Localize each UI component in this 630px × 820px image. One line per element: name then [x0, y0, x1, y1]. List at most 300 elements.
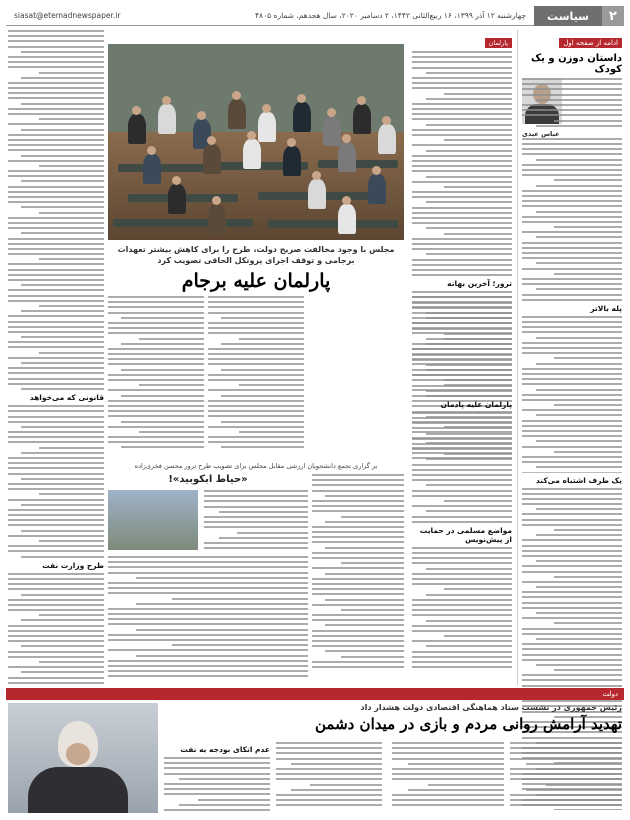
text-line	[426, 458, 512, 460]
text-line	[21, 77, 104, 79]
article-title: داستان دوزن و یک کودک	[530, 53, 622, 75]
subheading: قانونی که می‌خواهد	[29, 393, 104, 403]
text-line	[8, 92, 104, 94]
text-line	[21, 530, 104, 532]
text-line	[39, 447, 104, 449]
text-line	[121, 421, 204, 423]
text-line	[21, 180, 104, 182]
text-line	[8, 431, 104, 433]
text-line	[312, 614, 404, 616]
text-line	[208, 441, 304, 443]
text-line	[426, 317, 512, 319]
text-line	[108, 587, 308, 589]
text-line	[8, 82, 104, 84]
text-line	[412, 573, 512, 575]
text-line	[8, 599, 104, 601]
text-line	[108, 312, 204, 314]
text-line	[522, 503, 622, 505]
text-line	[536, 288, 622, 290]
text-line	[412, 389, 512, 391]
text-line	[221, 421, 304, 423]
text-line	[39, 258, 104, 260]
text-line	[554, 622, 622, 624]
text-line	[426, 201, 512, 203]
text-line	[136, 577, 308, 579]
text-line	[204, 506, 308, 508]
text-line	[510, 773, 622, 775]
person	[143, 154, 161, 184]
text-line	[412, 422, 512, 424]
text-line	[204, 500, 308, 502]
text-line	[108, 415, 204, 417]
text-line	[526, 763, 622, 765]
text-line	[312, 552, 404, 554]
text-line	[8, 545, 104, 547]
person	[283, 146, 301, 176]
text-line	[239, 431, 304, 433]
text-line	[412, 609, 512, 611]
head	[312, 171, 321, 180]
text-line	[8, 61, 104, 63]
text-line	[426, 176, 512, 178]
text-line	[164, 762, 270, 764]
text-line	[536, 159, 622, 161]
text-line	[39, 493, 104, 495]
text-line	[8, 315, 104, 317]
text-line	[39, 118, 104, 120]
text-line	[8, 535, 104, 537]
text-line	[412, 103, 512, 105]
person	[158, 104, 176, 134]
head	[342, 196, 351, 205]
text-line	[522, 659, 622, 661]
text-line	[8, 289, 104, 291]
text-line	[8, 609, 104, 611]
text-line	[412, 516, 512, 518]
text-line	[8, 139, 104, 141]
head	[372, 166, 381, 175]
section-label: سیاست	[534, 6, 602, 26]
text-line	[221, 317, 304, 319]
text-line	[108, 389, 204, 391]
text-line	[8, 263, 104, 265]
text-line	[312, 645, 404, 647]
text-line	[108, 327, 204, 329]
text-line	[522, 104, 622, 106]
text-line	[312, 666, 404, 668]
text-line	[444, 588, 512, 590]
text-line	[325, 599, 404, 601]
text-line	[412, 269, 512, 271]
text-line	[108, 358, 204, 360]
text-line	[21, 362, 104, 364]
text-line	[522, 283, 622, 285]
text-line	[136, 655, 308, 657]
text-line	[108, 410, 204, 412]
text-line	[412, 614, 512, 616]
main-headline-block	[108, 244, 404, 292]
bottom-headline-block	[162, 703, 622, 733]
text-line	[108, 322, 204, 324]
text-line	[21, 426, 104, 428]
text-line	[554, 529, 622, 531]
text-line	[412, 583, 512, 585]
text-line	[522, 294, 622, 296]
text-line	[522, 539, 622, 541]
text-line	[239, 338, 304, 340]
text-line	[8, 326, 104, 328]
head	[162, 96, 171, 105]
text-line	[8, 144, 104, 146]
text-line	[312, 526, 404, 528]
text-line	[8, 222, 104, 224]
text-line	[536, 185, 622, 187]
site-email[interactable]: siasat@etemadnewspaper.ir	[14, 11, 121, 20]
text-line	[208, 296, 304, 298]
text-line	[412, 217, 512, 219]
desk	[113, 219, 253, 227]
text-line	[312, 619, 404, 621]
text-line	[8, 149, 104, 151]
text-line	[510, 799, 622, 801]
text-line	[412, 207, 512, 209]
text-line	[554, 120, 622, 122]
text-line	[8, 35, 104, 37]
text-line	[204, 521, 308, 523]
person	[128, 114, 146, 144]
text-line	[8, 97, 104, 99]
text-line	[510, 752, 622, 754]
text-line	[179, 804, 270, 806]
text-line	[108, 665, 308, 667]
text-line	[8, 651, 104, 653]
continued-label: ادامه از صفحه اول	[559, 38, 622, 48]
text-line	[8, 253, 104, 255]
person	[258, 112, 276, 142]
text-line	[341, 562, 404, 564]
text-line	[522, 169, 622, 171]
text-line	[426, 395, 512, 397]
text-line	[310, 784, 382, 786]
text-line	[8, 279, 104, 281]
person	[338, 204, 356, 234]
text-line	[412, 562, 512, 564]
text-line	[522, 195, 622, 197]
text-line	[21, 478, 104, 480]
text-line	[536, 363, 622, 365]
text-line	[208, 426, 304, 428]
person	[353, 104, 371, 134]
text-line	[204, 542, 308, 544]
section-band	[6, 688, 624, 700]
text-line	[8, 524, 104, 526]
text-line	[8, 604, 104, 606]
text-line	[536, 99, 622, 101]
text-line	[8, 30, 104, 32]
text-line	[39, 212, 104, 214]
text-line	[522, 383, 622, 385]
text-line	[426, 227, 512, 229]
person	[168, 184, 186, 214]
text-line	[21, 336, 104, 338]
text-line	[108, 613, 308, 615]
text-line	[522, 88, 622, 90]
text-line	[108, 660, 308, 662]
text-line	[8, 357, 104, 359]
text-line	[522, 109, 622, 111]
text-line	[8, 108, 104, 110]
text-line	[412, 196, 512, 198]
text-line	[221, 446, 304, 448]
text-line	[108, 363, 204, 365]
text-line	[522, 737, 622, 739]
head	[382, 116, 391, 125]
text-line	[536, 586, 622, 588]
text-line	[412, 358, 512, 360]
feature-box	[108, 474, 308, 684]
text-line	[8, 656, 104, 658]
text-line	[341, 516, 404, 518]
text-line	[8, 201, 104, 203]
text-line	[8, 123, 104, 125]
text-line	[21, 645, 104, 647]
text-line	[412, 87, 512, 89]
text-line	[522, 555, 622, 557]
text-line	[412, 443, 512, 445]
text-line	[522, 94, 622, 96]
head	[327, 108, 336, 117]
text-line	[312, 484, 404, 486]
text-line	[522, 331, 622, 333]
text-line	[412, 51, 512, 53]
body-col-3	[108, 296, 204, 456]
text-line	[522, 591, 622, 593]
body-col-2	[208, 296, 304, 456]
text-line	[522, 493, 622, 495]
person	[243, 139, 261, 169]
text-line	[108, 670, 308, 672]
text-line	[204, 516, 308, 518]
text-line	[522, 420, 622, 422]
text-line	[522, 571, 622, 573]
text-line	[208, 363, 304, 365]
text-line	[522, 352, 622, 354]
text-line	[536, 664, 622, 666]
text-line	[392, 778, 504, 780]
text-line	[312, 567, 404, 569]
text-line	[426, 645, 512, 647]
text-line	[312, 635, 404, 637]
text-line	[8, 677, 104, 679]
text-line	[8, 578, 104, 580]
bottom-col-1	[510, 742, 622, 814]
text-line	[108, 441, 204, 443]
text-line	[426, 484, 512, 486]
band-label: دولت	[602, 690, 618, 698]
text-line	[412, 238, 512, 240]
text-line	[412, 479, 512, 481]
text-line	[8, 625, 104, 627]
text-line	[208, 400, 304, 402]
text-line	[121, 369, 204, 371]
text-line	[522, 461, 622, 463]
text-line	[276, 752, 382, 754]
text-line	[108, 301, 204, 303]
subheading: عدم اتکای بودجه به نفت	[180, 745, 270, 754]
text-line	[8, 238, 104, 240]
text-line	[312, 593, 404, 595]
text-line	[208, 312, 304, 314]
box-photo	[108, 490, 198, 550]
text-line	[412, 77, 512, 79]
text-line	[276, 768, 382, 770]
photo-caption: بر گزاری تجمع دانشجویان ارزشی مقابل مجلس برای تصویب طرح ترور محسن فخری‌زاده	[134, 462, 378, 470]
text-line	[444, 93, 512, 95]
text-line	[108, 639, 308, 641]
headline-subhead: مجلس با وجود مخالفت صریح دولت، طرح را برای کاهش بیشتر تعهدات برجامی و توقف اجرای پروتکل الحاقی تصویب کرد	[117, 245, 395, 265]
text-line	[522, 231, 622, 233]
text-line	[325, 495, 404, 497]
text-line	[208, 306, 304, 308]
text-line	[8, 346, 104, 348]
text-line	[208, 405, 304, 407]
text-line	[536, 236, 622, 238]
text-line	[444, 186, 512, 188]
body-col-4	[312, 474, 404, 684]
text-line	[412, 464, 512, 466]
text-line	[522, 550, 622, 552]
text-line	[8, 321, 104, 323]
text-line	[208, 353, 304, 355]
text-line	[554, 273, 622, 275]
text-line	[412, 82, 512, 84]
text-line	[8, 186, 104, 188]
text-line	[164, 783, 270, 785]
text-line	[204, 526, 308, 528]
text-line	[412, 348, 512, 350]
text-line	[522, 409, 622, 411]
text-line	[8, 514, 104, 516]
text-line	[276, 773, 382, 775]
head	[232, 91, 241, 100]
text-line	[312, 578, 404, 580]
text-line	[522, 456, 622, 458]
text-line	[522, 164, 622, 166]
text-line	[522, 268, 622, 270]
text-line	[522, 347, 622, 349]
text-line	[121, 317, 204, 319]
page-number: ۲	[602, 6, 624, 26]
text-line	[412, 170, 512, 172]
text-line	[276, 742, 382, 744]
text-line	[412, 155, 512, 157]
text-line	[208, 322, 304, 324]
text-line	[412, 379, 512, 381]
person	[378, 124, 396, 154]
text-line	[204, 495, 308, 497]
text-line	[412, 67, 512, 69]
text-line	[536, 560, 622, 562]
text-line	[412, 505, 512, 507]
text-line	[108, 405, 204, 407]
text-line	[412, 113, 512, 115]
parliament-photo	[108, 44, 404, 240]
box-title: «حیاط ابکوبید»!	[168, 474, 248, 485]
text-line	[412, 547, 512, 549]
text-line	[522, 700, 622, 702]
text-line	[522, 252, 622, 254]
text-line	[8, 441, 104, 443]
text-line	[221, 395, 304, 397]
text-line	[536, 638, 622, 640]
text-line	[291, 789, 382, 791]
text-line	[8, 666, 104, 668]
text-line	[208, 389, 304, 391]
text-line	[412, 259, 512, 261]
text-line	[426, 510, 512, 512]
text-line	[412, 212, 512, 214]
text-line	[522, 435, 622, 437]
text-line	[522, 685, 622, 687]
text-line	[8, 421, 104, 423]
text-line	[412, 625, 512, 627]
text-line	[554, 451, 622, 453]
text-line	[8, 483, 104, 485]
text-line	[208, 358, 304, 360]
text-line	[108, 436, 204, 438]
text-line	[108, 374, 204, 376]
subheading: ترور؛ آخرین بهانه	[447, 279, 512, 289]
text-line	[412, 469, 512, 471]
text-line	[412, 412, 512, 414]
text-line	[412, 604, 512, 606]
text-line	[412, 495, 512, 497]
text-line	[219, 537, 308, 539]
text-line	[198, 799, 270, 801]
text-line	[522, 200, 622, 202]
text-line	[237, 532, 308, 534]
subheading: طرح وزارت نفت	[42, 560, 104, 570]
text-line	[325, 521, 404, 523]
text-line	[164, 767, 270, 769]
text-line	[412, 274, 512, 276]
text-line	[408, 789, 504, 791]
text-line	[8, 134, 104, 136]
text-line	[522, 216, 622, 218]
text-line	[312, 588, 404, 590]
text-line	[21, 504, 104, 506]
text-line	[139, 431, 204, 433]
text-line	[8, 227, 104, 229]
text-line	[412, 248, 512, 250]
text-line	[276, 804, 382, 806]
text-line	[208, 374, 304, 376]
text-line	[412, 291, 512, 293]
text-line	[312, 474, 404, 476]
text-line	[21, 452, 104, 454]
text-line	[522, 114, 622, 116]
text-line	[108, 556, 308, 558]
person	[308, 179, 326, 209]
text-line	[522, 138, 622, 140]
text-line	[536, 534, 622, 536]
text-line	[554, 669, 622, 671]
head	[287, 138, 296, 147]
text-line	[426, 433, 512, 435]
text-line	[412, 56, 512, 58]
text-line	[522, 378, 622, 380]
text-line	[8, 519, 104, 521]
